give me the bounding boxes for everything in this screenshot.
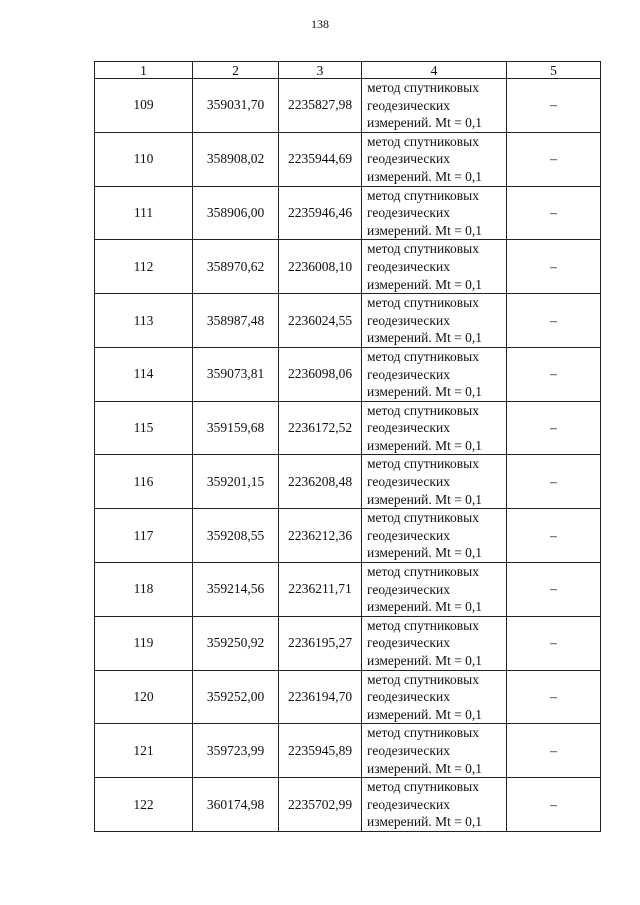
x-coordinate-cell: 358970,62	[193, 240, 279, 294]
note-cell: –	[507, 401, 601, 455]
y-coordinate-cell: 2235946,46	[279, 186, 362, 240]
method-cell	[362, 455, 507, 509]
method-line: геодезических	[367, 742, 450, 758]
note-cell: –	[507, 132, 601, 186]
x-coordinate-cell: 359252,00	[193, 670, 279, 724]
point-number-cell: 109	[95, 79, 193, 133]
method-cell	[362, 132, 507, 186]
method-line: измерений. Mt = 0,1	[367, 491, 483, 507]
method-line: метод спутниковых	[367, 80, 479, 95]
table-body	[95, 79, 601, 832]
y-coordinate-cell: 2236172,52	[279, 401, 362, 455]
y-coordinate-cell: 2236194,70	[279, 670, 362, 724]
method-line: измерений. Mt = 0,1	[367, 330, 483, 346]
note-cell: –	[507, 294, 601, 348]
point-number-cell: 112	[95, 240, 193, 294]
y-coordinate-cell: 2235945,89	[279, 724, 362, 778]
method-cell	[362, 186, 507, 240]
table-row	[95, 401, 601, 455]
x-coordinate-cell: 359208,55	[193, 509, 279, 563]
method-line: метод спутниковых	[367, 617, 479, 633]
point-number-cell: 115	[95, 401, 193, 455]
table-row	[95, 509, 601, 563]
method-line: метод спутниковых	[367, 671, 479, 687]
method-cell	[362, 616, 507, 670]
method-line: метод спутниковых	[367, 295, 479, 311]
x-coordinate-cell: 359073,81	[193, 347, 279, 401]
page-number: 138	[311, 17, 329, 31]
note-cell: –	[507, 724, 601, 778]
method-line: метод спутниковых	[367, 348, 479, 364]
method-line: геодезических	[367, 205, 450, 221]
method-line: геодезических	[367, 312, 450, 328]
method-line: метод спутниковых	[367, 456, 479, 472]
x-coordinate-cell: 359159,68	[193, 401, 279, 455]
note-cell: –	[507, 455, 601, 509]
y-coordinate-cell: 2236212,36	[279, 509, 362, 563]
point-number-cell: 120	[95, 670, 193, 724]
point-number-cell: 111	[95, 186, 193, 240]
method-cell	[362, 294, 507, 348]
x-coordinate-cell: 359723,99	[193, 724, 279, 778]
header-cell-2: 2	[193, 62, 279, 79]
method-line: геодезических	[367, 258, 450, 274]
method-cell	[362, 401, 507, 455]
table-row	[95, 294, 601, 348]
y-coordinate-cell: 2236098,06	[279, 347, 362, 401]
note-cell: –	[507, 509, 601, 563]
x-coordinate-cell: 358987,48	[193, 294, 279, 348]
method-line: измерений. Mt = 0,1	[367, 545, 483, 561]
method-line: геодезических	[367, 97, 450, 113]
header-cell-5: 5	[507, 62, 601, 79]
method-cell	[362, 79, 507, 133]
method-cell	[362, 240, 507, 294]
method-line: измерений. Mt = 0,1	[367, 437, 483, 453]
method-line: метод спутниковых	[367, 402, 479, 418]
note-cell: –	[507, 778, 601, 832]
x-coordinate-cell: 359201,15	[193, 455, 279, 509]
note-cell: –	[507, 240, 601, 294]
table-row	[95, 670, 601, 724]
method-line: геодезических	[367, 366, 450, 382]
point-number-cell: 114	[95, 347, 193, 401]
y-coordinate-cell: 2235944,69	[279, 132, 362, 186]
point-number-cell: 113	[95, 294, 193, 348]
method-cell	[362, 563, 507, 617]
note-cell: –	[507, 79, 601, 133]
method-line: метод спутниковых	[367, 241, 479, 257]
table-row	[95, 347, 601, 401]
table-row	[95, 186, 601, 240]
method-line: геодезических	[367, 527, 450, 543]
x-coordinate-cell: 359031,70	[193, 79, 279, 133]
method-line: измерений. Mt = 0,1	[367, 384, 483, 400]
method-line: измерений. Mt = 0,1	[367, 168, 483, 184]
table-header	[95, 62, 601, 79]
table-row	[95, 778, 601, 832]
method-line: геодезических	[367, 581, 450, 597]
note-cell: –	[507, 616, 601, 670]
method-line: измерений. Mt = 0,1	[367, 599, 483, 615]
note-cell: –	[507, 670, 601, 724]
point-number-cell: 122	[95, 778, 193, 832]
y-coordinate-cell: 2236195,27	[279, 616, 362, 670]
header-cell-4: 4	[362, 62, 507, 79]
x-coordinate-cell: 360174,98	[193, 778, 279, 832]
note-cell: –	[507, 347, 601, 401]
method-cell	[362, 347, 507, 401]
point-number-cell: 116	[95, 455, 193, 509]
point-number-cell: 118	[95, 563, 193, 617]
method-line: измерений. Mt = 0,1	[367, 653, 483, 668]
table-row	[95, 616, 601, 670]
header-row	[95, 62, 601, 79]
point-number-cell: 121	[95, 724, 193, 778]
header-cell-1: 1	[95, 62, 193, 79]
x-coordinate-cell: 359250,92	[193, 616, 279, 670]
method-line: метод спутниковых	[367, 725, 479, 741]
method-line: геодезических	[367, 151, 450, 167]
method-line: геодезических	[367, 474, 450, 490]
method-line: геодезических	[367, 796, 450, 812]
method-line: геодезических	[367, 689, 450, 705]
table-row	[95, 132, 601, 186]
coordinates-table	[94, 61, 601, 832]
method-line: метод спутниковых	[367, 564, 479, 580]
method-cell	[362, 724, 507, 778]
method-line: метод спутниковых	[367, 187, 479, 203]
method-line: измерений. Mt = 0,1	[367, 760, 483, 776]
x-coordinate-cell: 358906,00	[193, 186, 279, 240]
table-row	[95, 79, 601, 133]
method-cell	[362, 670, 507, 724]
x-coordinate-cell: 358908,02	[193, 132, 279, 186]
y-coordinate-cell: 2236008,10	[279, 240, 362, 294]
table-row	[95, 455, 601, 509]
method-line: геодезических	[367, 420, 450, 436]
method-line: метод спутниковых	[367, 510, 479, 526]
x-coordinate-cell: 359214,56	[193, 563, 279, 617]
point-number-cell: 110	[95, 132, 193, 186]
method-line: метод спутниковых	[367, 133, 479, 149]
y-coordinate-cell: 2236211,71	[279, 563, 362, 617]
method-cell	[362, 509, 507, 563]
method-line: измерений. Mt = 0,1	[367, 115, 483, 131]
y-coordinate-cell: 2235827,98	[279, 79, 362, 133]
method-line: измерений. Mt = 0,1	[367, 706, 483, 722]
table-row	[95, 240, 601, 294]
note-cell: –	[507, 563, 601, 617]
header-cell-3: 3	[279, 62, 362, 79]
table-row	[95, 724, 601, 778]
method-line: геодезических	[367, 635, 450, 651]
method-cell	[362, 778, 507, 832]
point-number-cell: 117	[95, 509, 193, 563]
method-line: измерений. Mt = 0,1	[367, 814, 483, 830]
note-cell: –	[507, 186, 601, 240]
method-line: измерений. Mt = 0,1	[367, 276, 483, 292]
method-line: измерений. Mt = 0,1	[367, 222, 483, 238]
y-coordinate-cell: 2235702,99	[279, 778, 362, 832]
point-number-cell: 119	[95, 616, 193, 670]
y-coordinate-cell: 2236024,55	[279, 294, 362, 348]
y-coordinate-cell: 2236208,48	[279, 455, 362, 509]
method-line: метод спутниковых	[367, 779, 479, 795]
table-row	[95, 563, 601, 617]
